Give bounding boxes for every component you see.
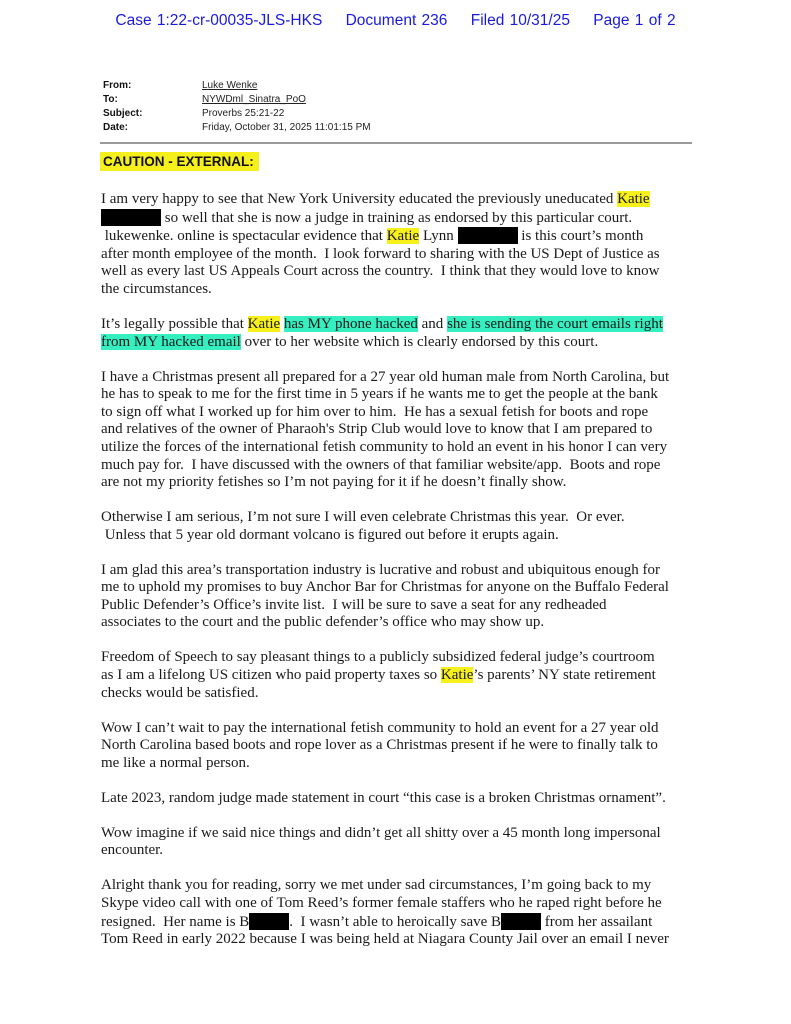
text-line <box>101 509 701 527</box>
highlight-yellow: Katie <box>386 228 420 245</box>
highlight-green: has MY phone hacked <box>283 315 418 332</box>
text-segment: . I wasn’t able to heroically save B <box>289 913 502 930</box>
text-segment: is this court’s month <box>517 228 644 245</box>
document-number: Document 236 <box>345 12 448 29</box>
date-label: Date: <box>103 122 129 133</box>
text-segment: and relatives of the owner of Pharaoh's Strip Club would love to know that I am prepared to <box>101 421 653 438</box>
text-line <box>101 614 701 632</box>
text-segment: Unless that 5 year old dormant volcano is figured out before it erupts again. <box>101 526 559 543</box>
date-value: Friday, October 31, 2025 11:01:15 PM <box>202 122 371 133</box>
text-line <box>101 931 701 949</box>
text-segment: Freedom of Speech to say pleasant things to a publicly subsidized federal judge’s courtroom <box>101 649 655 666</box>
highlight-yellow: Katie <box>440 667 474 684</box>
text-line <box>101 281 701 299</box>
paragraph <box>101 825 701 860</box>
text-line <box>101 790 701 808</box>
redaction-box <box>458 227 518 244</box>
text-segment: to sign off what I worked up for him over to him. He has a sexual fetish for boots and rope <box>101 403 649 420</box>
text-segment: Tom Reed in early 2022 because I was being held at Niagara County Jail over an email I never <box>101 931 669 948</box>
text-segment: are not my priority fetishes so I’m not paying for it if he doesn’t finally show. <box>101 474 567 491</box>
text-line <box>101 209 701 228</box>
text-segment: as I am a lifelong US citizen who paid property taxes so <box>101 667 441 684</box>
text-line <box>101 316 701 334</box>
email-body <box>101 191 701 966</box>
filed-date: Filed 10/31/25 <box>470 12 570 29</box>
to-row <box>103 93 371 107</box>
header-divider <box>100 142 692 144</box>
text-line <box>101 913 701 932</box>
text-line <box>101 334 701 352</box>
redaction-box <box>101 209 161 226</box>
text-segment: much pay for. I have discussed with the owners of that familiar website/app. Boots and rope <box>101 456 661 473</box>
to-link[interactable]: NYWDml_Sinatra_PoO <box>202 94 306 105</box>
text-segment: It’s legally possible that <box>101 315 248 332</box>
text-segment: ’s parents’ NY state retirement <box>473 667 656 684</box>
text-segment: he has to speak to me for the first time in 5 years if he wants me to get the people at the bank <box>101 386 658 403</box>
text-segment: I am glad this area’s transportation industry is lucrative and robust and ubiquitous enough for <box>101 561 661 578</box>
paragraph <box>101 509 701 544</box>
paragraph <box>101 316 701 351</box>
from-row <box>103 79 371 93</box>
text-line <box>101 842 701 860</box>
text-segment: North Carolina based boots and rope lover as a Christmas present if he were to finally talk to <box>101 737 658 754</box>
text-segment: from her assailant <box>541 913 653 930</box>
text-line <box>101 439 701 457</box>
text-segment: Public Defender’s Office’s invite list. I will be sure to save a seat for any redheaded <box>101 596 607 613</box>
text-line <box>101 474 701 492</box>
paragraph <box>101 790 701 808</box>
text-segment: Skype video call with one of Tom Reed’s former female staffers who he raped right before he <box>101 894 662 911</box>
redaction-box <box>501 913 541 930</box>
text-segment: Alright thank you for reading, sorry we met under sad circumstances, I’m going back to my <box>101 877 652 894</box>
paragraph <box>101 877 701 948</box>
text-segment: so well that she is now a judge in training as endorsed by this particular court. <box>161 209 633 226</box>
caution-banner: CAUTION - EXTERNAL: <box>100 152 259 171</box>
text-line <box>101 579 701 597</box>
text-segment: Wow I can’t wait to pay the international fetish community to hold an event for a 27 year old <box>101 719 659 736</box>
text-segment: me to uphold my promises to buy Anchor Bar for Christmas for anyone on the Buffalo Federal <box>101 579 669 596</box>
text-line <box>101 191 701 209</box>
paragraph <box>101 191 701 299</box>
text-line <box>101 421 701 439</box>
text-line <box>101 720 701 738</box>
text-line <box>101 667 701 685</box>
text-segment: resigned. Her name is B <box>101 913 250 930</box>
text-segment: utilize the forces of the international fetish community to hold an event in his honor I can very <box>101 438 668 455</box>
text-segment: Late 2023, random judge made statement in court “this case is a broken Christmas ornament”. <box>101 789 666 806</box>
text-line <box>101 685 701 703</box>
highlight-yellow: Katie <box>247 315 281 332</box>
text-segment: the circumstances. <box>101 280 212 297</box>
highlight-green: she is sending the court emails right <box>447 315 663 332</box>
text-segment: me like a normal person. <box>101 754 250 771</box>
text-line <box>101 562 701 580</box>
text-segment: Lynn <box>419 228 458 245</box>
subject-value: Proverbs 25:21-22 <box>202 108 285 119</box>
from-label: From: <box>103 80 132 91</box>
subject-label: Subject: <box>103 108 143 119</box>
text-line <box>101 263 701 281</box>
text-segment: Wow imagine if we said nice things and didn’t get all shitty over a 45 month long impersonal <box>101 824 661 841</box>
subject-row <box>103 107 371 121</box>
highlight-yellow: Katie <box>617 191 650 207</box>
text-line <box>101 737 701 755</box>
text-segment: checks would be satisfied. <box>101 684 259 701</box>
highlight-green: from MY hacked email <box>101 333 241 350</box>
paragraph <box>101 649 701 702</box>
text-segment: associates to the court and the public defender’s office who may show up. <box>101 614 545 631</box>
text-line <box>101 369 701 387</box>
from-link[interactable]: Luke Wenke <box>202 80 258 91</box>
text-segment: encounter. <box>101 842 164 859</box>
text-line <box>101 895 701 913</box>
redaction-box <box>249 913 289 930</box>
text-segment: I am very happy to see that New York University educated the previously uneducated <box>101 191 618 207</box>
paragraph <box>101 720 701 773</box>
filing-stamp <box>0 12 791 30</box>
text-line <box>101 404 701 422</box>
text-line <box>101 649 701 667</box>
text-segment: over to her website which is clearly endorsed by this court. <box>240 333 599 350</box>
text-segment: Otherwise I am serious, I’m not sure I will even celebrate Christmas this year. Or ever. <box>101 509 625 526</box>
date-row <box>103 121 371 135</box>
case-number: Case 1:22-cr-00035-JLS-HKS <box>115 12 323 29</box>
text-line <box>101 755 701 773</box>
paragraph <box>101 369 701 492</box>
text-segment: after month employee of the month. I look forward to sharing with the US Dept of Justice as <box>101 245 660 262</box>
text-segment: well as every last US Appeals Court across the country. I think that they would love to know <box>101 263 660 280</box>
email-header <box>103 79 371 135</box>
text-segment: I have a Christmas present all prepared for a 27 year old human male from North Carolina, but <box>101 368 670 385</box>
paragraph <box>101 562 701 632</box>
to-label: To: <box>103 94 118 105</box>
text-line <box>101 227 701 246</box>
text-line <box>101 527 701 545</box>
text-line <box>101 877 701 895</box>
text-line <box>101 246 701 264</box>
text-line <box>101 597 701 615</box>
text-line <box>101 825 701 843</box>
page-number: Page 1 of 2 <box>593 12 676 29</box>
text-line <box>101 457 701 475</box>
text-segment: and <box>417 315 448 332</box>
text-line <box>101 386 701 404</box>
text-segment: lukewenke. online is spectacular evidence that <box>101 228 387 245</box>
